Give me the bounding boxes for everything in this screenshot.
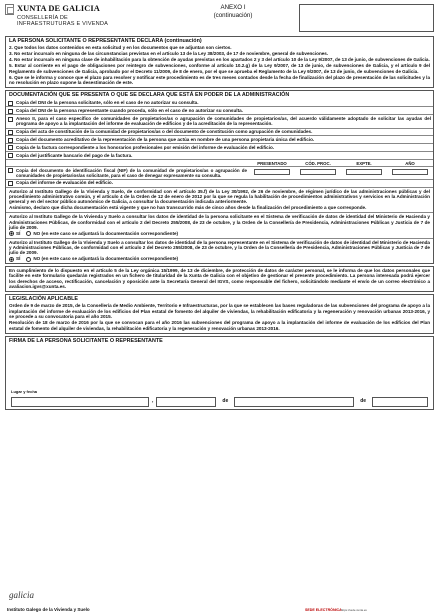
representante-yes-radio[interactable] bbox=[9, 257, 14, 262]
documentation-title: DOCUMENTACIÓN QUE SE PRESENTA O QUE SE DECLARA QUE ESTÁ EN PODER DE LA ADMINISTRACIÓN bbox=[9, 92, 290, 99]
document-row: Copia del acta de constitución de la comunidad de propietarios/as o del documento de constitución como agrupación de comunidades. bbox=[6, 128, 433, 136]
document-checkbox[interactable] bbox=[8, 138, 13, 143]
document-row: Copia de la factura correspondiente a los honorarios profesionales por emisión del informe de evaluación del edificio. bbox=[6, 143, 433, 151]
declaration-item: 6. Que se le informa y conoce que el plazo para resolver y notificar este procedimiento es de tres meses contados desde la fecha de finalización del plazo de presentación de las solicitudes y la no resolución en plazo supone la desestimación de este. bbox=[9, 74, 430, 86]
col-ano: AÑO bbox=[387, 160, 433, 167]
conselleria-name: CONSELLERÍA DE INFRAESTRUTURAS E VIVENDA bbox=[17, 15, 109, 28]
document-checkbox[interactable] bbox=[8, 101, 13, 106]
document-checkbox[interactable] bbox=[8, 117, 13, 122]
anexo-title: ANEXO I (continuación) bbox=[213, 4, 253, 19]
document-row: Copia del documento acreditativo de la representación de la persona que actúa en nombre de una persona propietaria única del edificio. bbox=[6, 135, 433, 143]
declaration-item: 5. Estar al corriente en el pago de obligaciones por reintegro de subvenciones, conforme al artículo 10.2.g) de la Ley 9/2007, de 13 de junio, de subvenciones de Galicia, y el artículo 9 del Reglamento de subvenciones de Galicia, aprobado por el Decreto 11/2009, de 8 de enero, por el que se aprueba el Reglamento de la Ley 9/2007, de 13 de junio, de subvenciones de Galicia. bbox=[9, 63, 430, 74]
document-row: Copia del justificante bancario del pago de la factura. bbox=[6, 151, 433, 159]
document-row: Copia del DNI de la persona representante cuando proceda, sólo en el caso de no autorizar su consulta. bbox=[6, 106, 433, 114]
declaration-section bbox=[5, 36, 434, 88]
institute-name: Instituto Galego de la Vivienda y Suelo bbox=[7, 606, 90, 612]
declaration-item: 2. Que todos los datos contenidos en esta solicitud y en los documentos que se adjuntan son ciertos. bbox=[9, 45, 232, 51]
cod-proc-field[interactable] bbox=[300, 169, 336, 175]
document-checkbox[interactable] bbox=[8, 145, 13, 150]
page-footer bbox=[5, 590, 434, 612]
document-row: Copia del DNI de la persona solicitante, sólo en el caso de no autorizar su consulta. bbox=[6, 100, 433, 107]
day-field[interactable] bbox=[156, 397, 216, 407]
registry-stamp-box bbox=[299, 4, 434, 32]
solicitante-no-radio[interactable] bbox=[26, 231, 31, 236]
document-admin-table: PRESENTADO CÓD. PROC. EXPTE. AÑO Copia del documento de identificación fiscal (NIF) de la comunidad de propietarios/as o agrupación de comunidades de propietarios/as solicitante, para el caso de denegar expresamente su consulta. bbox=[6, 159, 433, 179]
legislation-section: LEGISLACIÓN APLICABLE Orden de 9 de marzo de 2015, de la Consellería de Medio Ambiente, Territorio e Infraestructuras, por la que se establecen las bases reguladoras de las subvenciones del programa de apoyo a la implantación del informe de evaluación de los edificios del Plan estatal de fomento del alquiler de viviendas, la rehabilitación edificatoria y la regeneración y renovación urbanas 2013-2016, y se procede a su convocatoria para el año 2015. Resolución de 18 de marzo de 2016 por la que se convocan para el año 2016 las subvenciones del programa de apoyo a la implantación del informe de evaluación de los edificios del Plan estatal de fomento del alquiler de viviendas, la rehabilitación edificatoria y la regeneración y renovación urbanas 2013-2016. bbox=[5, 294, 434, 334]
legislation-title: LEGISLACIÓN APLICABLE bbox=[9, 296, 78, 302]
document-checkbox[interactable] bbox=[8, 153, 13, 158]
place-field[interactable] bbox=[11, 397, 149, 407]
declaration-item: 3. No estar incursa/o en ninguna de las circunstancias previstas en el artículo 13 de la Ley 38/2003, de 17 de noviembre, general de subvenciones. bbox=[9, 51, 329, 57]
declaration-title: LA PERSONA SOLICITANTE O REPRESENTANTE DECLARA (continuación) bbox=[9, 38, 202, 44]
xunta-shield-icon bbox=[5, 4, 14, 15]
sede-electronica-text: https://sede.xunta.es bbox=[341, 607, 367, 612]
documentation-section bbox=[5, 90, 434, 264]
auth-solicitante: Autorizo al Instituto Gallego de la Vivienda y Suelo a consultar los datos de identidad de la persona solicitante en el Sistema de verificación de datos de identidad del Ministerio de Hacienda y Administraciones Públicas, de conformidad con el artículo 2 del Decreto 255/2008, de 23 de octubre, y la Orden de la Consellería de Presidencia, Administraciones Públicas y Justicia de 7 de julio de 2009. SÍ NO (en este caso se adjuntará la documentación correspondiente) bbox=[6, 212, 433, 237]
expte-field[interactable] bbox=[346, 169, 382, 175]
galicia-logo: galicia bbox=[9, 590, 34, 600]
document-checkbox[interactable] bbox=[8, 168, 13, 173]
signature-title: FIRMA DE LA PERSONA SOLICITANTE O REPRESENTANTE bbox=[9, 337, 163, 344]
place-date-row: , de de bbox=[11, 397, 428, 407]
form-header bbox=[5, 4, 434, 36]
signature-section bbox=[5, 336, 434, 410]
document-checkbox[interactable] bbox=[8, 181, 13, 186]
data-protection-section: En cumplimiento de lo dispuesto en el artículo 5 de la Ley orgánica 15/1999, de 13 de diciembre, de protección de datos de carácter personal, se le informa de que los datos personales que facilite en este formulario quedarán registrados en un fichero de titularidad de la Xunta de Galicia con el objetivo de gestionar el presente procedimiento. La persona interesada podrá ejercer los derechos de acceso, rectificación, cancelación y oposición ante la Secretaría General del IGVS, como responsable del fichero, solicitándolo mediante el envío de un correo electrónico a avaliacion.igvs@xunta.es. bbox=[5, 266, 434, 292]
sede-electronica-logo: SEDE ELECTRÓNICA bbox=[305, 607, 342, 612]
representante-no-radio[interactable] bbox=[26, 257, 31, 262]
col-expte: EXPTE. bbox=[341, 160, 387, 167]
declaration-item: 4. No estar incursa/o en ninguna clase de inhabilitación para la obtención de ayudas previstas en los apartados 2 y 3 del artículo 10 de la Ley 9/2007, de 13 de junio, de subvenciones de Galicia. bbox=[9, 57, 430, 63]
document-checkbox[interactable] bbox=[8, 109, 13, 114]
col-cod-proc: CÓD. PROC. bbox=[295, 160, 341, 167]
auth-representante: Autorizo al Instituto Gallego de la Vivienda y Suelo a consultar los datos de identidad de la persona representante en el Sistema de verificación de datos de identidad del Ministerio de Hacienda y Administraciones Públicas, de conformidad con el artículo 2 del Decreto 255/2008, de 23 de octubre, y la Orden de la Consellería de Presidencia, Administraciones Públicas y Justicia de 7 de julio de 2009. SÍ NO (en este caso se adjuntará la documentación correspondiente) bbox=[6, 238, 433, 263]
month-field[interactable] bbox=[234, 397, 354, 407]
authorization-note: Autorizo al Instituto Gallego de la Vivienda y Suelo, de conformidad con el artículo 35.f) de la Ley 30/1992, de 26 de noviembre, de régimen jurídico de las administraciones públicas y del procedimiento administrativo común, y el artículo 4 de la Orden de 12 de enero de 2012 por la que se regula la habilitación de procedimientos administrativos y servicios en la Administración general y en del sector público autonómico de Galicia, a consultar la documentación indicada anteriormente. Asimismo, declaro que dicha documentación está vigente y que no han transcurrido más de cinco años desde la finalización del procedimiento a que corresponde. bbox=[6, 187, 433, 213]
ano-field[interactable] bbox=[392, 169, 428, 175]
document-checkbox[interactable] bbox=[8, 130, 13, 135]
document-row: Anexo II, para el caso específico de comunidades de propietarios/as o agrupación de comunidades de propietarios/as, del acuerdo válidamente adoptado de solicitar las ayudas del programa de apoyo a la implantación del informe de evaluación de edificios y de la acreditación de la representación. bbox=[6, 114, 433, 127]
solicitante-yes-radio[interactable] bbox=[9, 231, 14, 236]
col-presentado: PRESENTADO bbox=[249, 160, 295, 167]
presentado-field[interactable] bbox=[254, 169, 290, 175]
document-row: Copia del informe de evaluación del edificio. bbox=[6, 179, 433, 187]
xunta-logo-text: XUNTA DE GALICIA bbox=[17, 4, 100, 13]
signature-area[interactable]: Lugar y fecha , de de bbox=[6, 345, 433, 409]
year-field[interactable] bbox=[372, 397, 428, 407]
